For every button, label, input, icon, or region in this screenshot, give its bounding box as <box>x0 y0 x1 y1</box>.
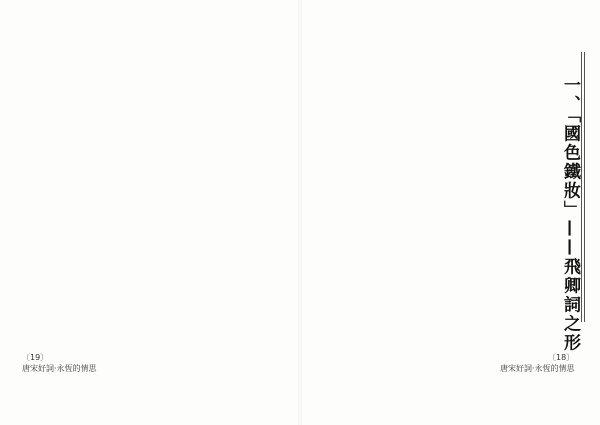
right-footer-title: 唐宋好詞·永恆的情思 <box>500 364 575 373</box>
right-notes <box>302 228 362 328</box>
left-footer-title: 唐宋好詞·永恆的情思 <box>22 364 97 373</box>
section-title: 一、「國色鐵妝」——飛卿詞之形 <box>560 76 580 353</box>
right-main-text <box>334 50 546 340</box>
title-rule-right <box>584 52 585 322</box>
left-page-number: 〔19〕 <box>22 353 49 362</box>
left-poem <box>88 238 130 328</box>
left-closing-text <box>22 238 86 334</box>
right-page-number: 〔18〕 <box>548 353 575 362</box>
right-page <box>300 0 600 425</box>
